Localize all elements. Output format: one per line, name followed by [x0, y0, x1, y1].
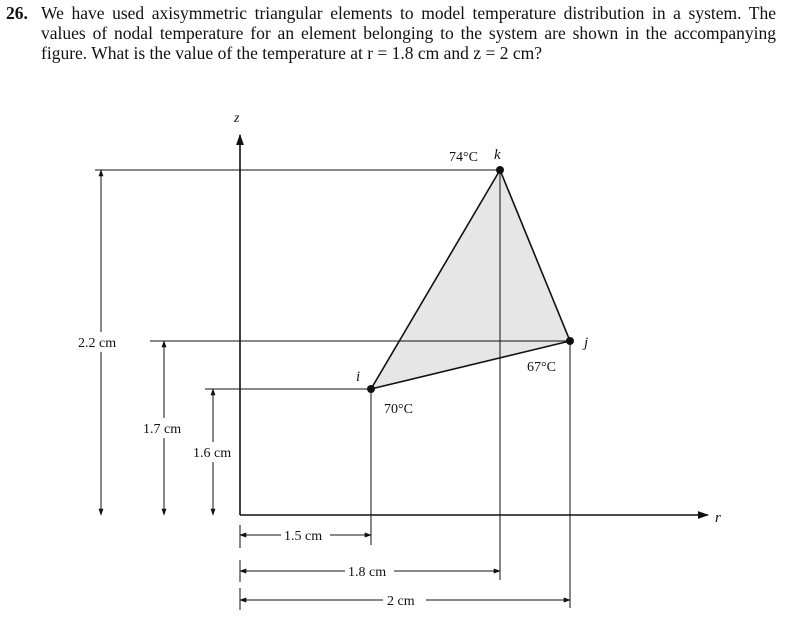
node-j-temperature: 67°C — [527, 360, 556, 375]
problem-text: We have used axisymmetric triangular elements to model temperature distribution in a system. The values of nodal temperature for an element belonging to the system are shown in the accompanying figure. What is the value of the temperature at r = 1.8 cm and z = 2 cm? — [41, 3, 776, 63]
dim-z-j-label: 1.7 cm — [143, 422, 182, 437]
node-i-temperature: 70°C — [384, 402, 413, 417]
dim-r-k-label: 1.8 cm — [348, 565, 387, 580]
dim-r-i-label: 1.5 cm — [284, 529, 323, 544]
r-axis-label: r — [715, 510, 721, 526]
dim-z-k-label: 2.2 cm — [78, 336, 117, 351]
node-k-label: k — [494, 147, 501, 163]
node-k — [496, 166, 504, 174]
node-k-temperature: 74°C — [449, 150, 478, 165]
problem-number: 26. — [6, 3, 28, 23]
z-axis-label: z — [234, 111, 240, 126]
node-i-label: i — [356, 369, 361, 385]
dim-z-i-label: 1.6 cm — [193, 446, 232, 461]
node-i — [367, 385, 375, 393]
node-j — [566, 337, 574, 345]
node-j-label: j — [584, 335, 589, 351]
dim-r-j-label: 2 cm — [387, 594, 415, 609]
triangular-element — [371, 170, 570, 389]
